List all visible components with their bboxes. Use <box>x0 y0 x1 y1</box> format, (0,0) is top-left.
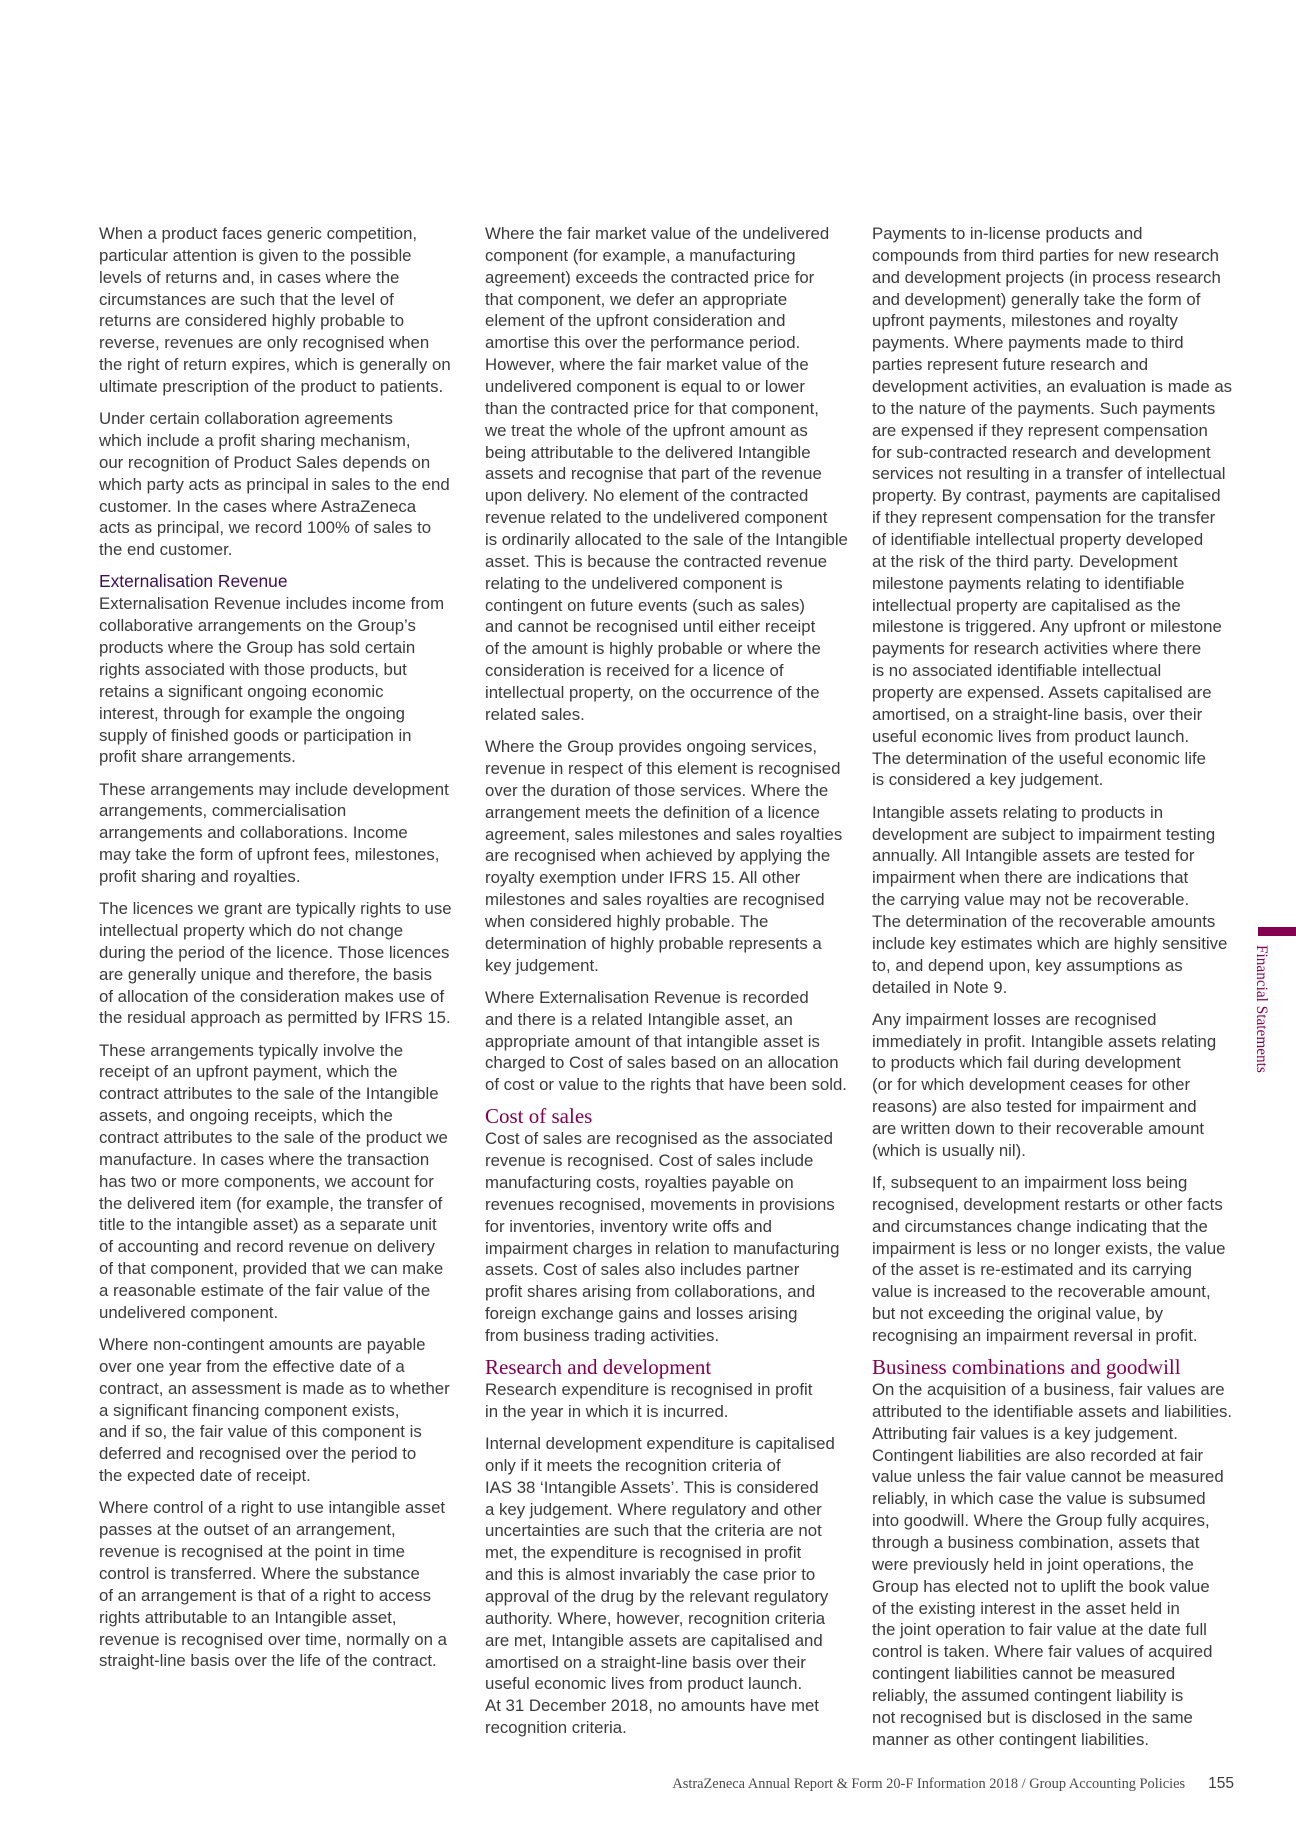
column-left <box>99 223 471 1683</box>
paragraph-in-license-payments: Payments to in-license products and compounds from third parties for new research and development projects (in process research and development) generally take the form of upfront payments, milestones and royalty payments. Where payments made to third parties represent future research and development activities, an evaluation is made as to the nature of the payments. Such payments are expensed if they represent compensation for sub-contracted research and development services not resulting in a transfer of intellectual property. By contrast, payments are capitalised if they represent compensation for the transfer of identifiable intellectual property developed at the risk of the third party. Development milestone payments relating to identifiable intellectual property are capitalised as the milestone is triggered. Any upfront or milestone payments for research activities where there is no associated identifiable intellectual property are expensed. Assets capitalised are amortised, on a straight-line basis, over their useful economic lives from product launch. The determination of the useful economic life is considered a key judgement. <box>872 224 1233 790</box>
section-tab-label: Financial Statements <box>1253 945 1270 1073</box>
paragraph-arrangement-types: These arrangements may include development arrangements, commercialisation arrangements and collaborations. Income may take the form of upfront fees, milestones, profit sharing and royalties. <box>99 779 449 886</box>
paragraph-externalisation-definition: Externalisation Revenue includes income from collaborative arrangements on the Group’s products where the Group has sold certain rights associated with those products, but retains a significant ongoing economic interest, through for example the ongoing supply of finished goods or participation in profit share arrangements. <box>99 594 445 767</box>
paragraph-licences-granted: The licences we grant are typically rights to use intellectual property which do not change during the period of the licence. Those licences are generally unique and therefore, the basis of allocation of the consideration makes use of the residual approach as permitted by IFRS 15. <box>99 899 452 1028</box>
paragraph-control-of-right: Where control of a right to use intangible asset passes at the outset of an arrangement, revenue is recognised at the point in time control is transferred. Where the substance of an arrangement is that of a right to access rights attributable to an Intangible asset, revenue is recognised over time, normally on a straight-line basis over the life of the contract. <box>99 1498 447 1671</box>
column-middle <box>485 223 857 1749</box>
paragraph-ongoing-services: Where the Group provides ongoing services, revenue in respect of this element is recognised over the duration of those services. Where the arrangement meets the definition of a licence agreement, sales milestones and sales royalties are recognised when achieved by applying the royalty exemption under IFRS 15. All other milestones and sales royalties are recognised when considered highly probable. The determination of highly probable represents a key judgement. <box>485 737 843 975</box>
heading-research-and-development: Research and development <box>485 1355 712 1380</box>
paragraph-impairment-testing: Intangible assets relating to products in development are subject to impairment testing annually. All Intangible assets are tested for impairment when there are indications that the carrying value may not be recoverable. The determination of the recoverable amounts include key estimates which are highly sensitive to, and depend upon, key assumptions as detailed in Note 9. <box>872 802 1228 997</box>
section-tab-marker <box>1258 927 1296 936</box>
page-number: 155 <box>1208 1775 1234 1792</box>
paragraph-undelivered-component: Where the fair market value of the undelivered component (for example, a manufacturing agreement) exceeds the contracted price for that component, we defer an appropriate element of the upfront consideration and amortise this over the performance period. However, where the fair market value of the undelivered component is equal to or lower than the contracted price for that component, we treat the whole of the upfront amount as being attributable to the delivered Intangible assets and recognise that part of the revenue upon delivery. No element of the contracted revenue related to the undelivered component is ordinarily allocated to the sale of the Intangible asset. This is because the contracted revenue relating to the undelivered component is contingent on future events (such as sales) and cannot be recognised until either receipt of the amount is highly probable or where the consideration is received for a licence of intellectual property, on the occurrence of the related sales. <box>485 224 848 724</box>
paragraph-research-expenditure: Research expenditure is recognised in profit in the year in which it is incurred. <box>485 1380 813 1421</box>
heading-externalisation-revenue: Externalisation Revenue <box>99 571 288 592</box>
paragraph-business-combinations: On the acquisition of a business, fair values are attributed to the identifiable assets and liabilities. Attributing fair values is a key judgement. Contingent liabilities are also recorded at fair value unless the fair value cannot be measured reliably, in which case the value is subsumed into goodwill. Where the Group fully acquires, through a business combination, assets that were previously held in joint operations, the Group has elected not to uplift the book value of the existing interest in the asset held in the joint operation to fair value at the date full control is taken. Where fair values of acquired contingent liabilities cannot be measured reliably, the assumed contingent liability is not recognised but is disclosed in the same manner as other contingent liabilities. <box>872 1380 1233 1749</box>
paragraph-non-contingent-amounts: Where non-contingent amounts are payable over one year from the effective date of a contract, an assessment is made as to whether a significant financing component exists, and if so, the fair value of this component is deferred and recognised over the period to the expected date of receipt. <box>99 1335 450 1486</box>
heading-business-combinations: Business combinations and goodwill <box>872 1355 1181 1380</box>
column-right <box>872 223 1244 1761</box>
paragraph-impairment-reversal: If, subsequent to an impairment loss being recognised, development restarts or other facts and circumstances change indicating that the impairment is less or no longer exists, the value of the asset is re-estimated and its carrying value is increased to the recoverable amount, but not exceeding the original value, by recognising an impairment reversal in profit. <box>872 1172 1226 1345</box>
paragraph-collaboration-profit-sharing: Under certain collaboration agreements which include a profit sharing mechanism, our recognition of Product Sales depends on which party acts as principal in sales to the end customer. In the cases where AstraZeneca acts as principal, we record 100% of sales to the end customer. <box>99 409 450 560</box>
heading-cost-of-sales: Cost of sales <box>485 1104 593 1129</box>
paragraph-upfront-payments: These arrangements typically involve the receipt of an upfront payment, which the contract attributes to the sale of the Intangible assets, and ongoing receipts, which the contract attributes to the sale of the product we manufacture. In cases where the transaction has two or more components, we account for the delivered item (for example, the transfer of title to the intangible asset) as a separate unit of accounting and record revenue on delivery of that component, provided that we can make a reasonable estimate of the fair value of the undelivered component. <box>99 1040 448 1322</box>
page-footer <box>672 1774 1234 1794</box>
paragraph-related-intangible-asset: Where Externalisation Revenue is recorded and there is a related Intangible asset, an appropriate amount of that intangible asset is charged to Cost of sales based on an allocation of cost or value to the rights that have been sold. <box>485 987 847 1095</box>
paragraph-cost-of-sales: Cost of sales are recognised as the associated revenue is recognised. Cost of sales include manufacturing costs, royalties payable on revenues recognised, movements in provisions for inventories, inventory write offs and impairment charges in relation to manufacturing assets. Cost of sales also includes partner profit shares arising from collaborations, and foreign exchange gains and losses arising from business trading activities. <box>485 1129 840 1345</box>
footer-publication-title: AstraZeneca Annual Report & Form 20-F Information 2018 / Group Accounting Policies <box>672 1776 1186 1792</box>
paragraph-impairment-losses: Any impairment losses are recognised immediately in profit. Intangible assets relating to products which fail during development (or for which development ceases for other reasons) are also tested for impairment and are written down to their recoverable amount (which is usually nil). <box>872 1009 1217 1160</box>
paragraph-generic-competition-returns: When a product faces generic competition, particular attention is given to the possible levels of returns and, in cases where the circumstances are such that the level of returns are considered highly probable to reverse, revenues are only recognised when the right of return expires, which is generally on ultimate prescription of the product to patients. <box>99 224 451 397</box>
paragraph-internal-development: Internal development expenditure is capitalised only if it meets the recognition criteria of IAS 38 ‘Intangible Assets’. This is considered a key judgement. Where regulatory and other uncertainties are such that the criteria are not met, the expenditure is recognised in profit and this is almost invariably the case prior to approval of the drug by the relevant regulatory authority. Where, however, recognition criteria are met, Intangible assets are capitalised and amortised on a straight-line basis over their useful economic lives from product launch. At 31 December 2018, no amounts have met recognition criteria. <box>485 1434 835 1738</box>
